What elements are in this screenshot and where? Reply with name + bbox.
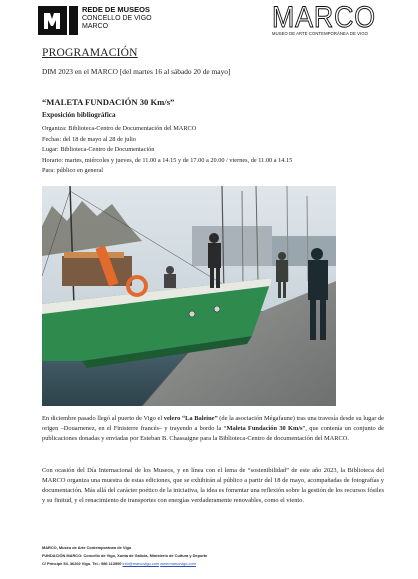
event-details: [42, 124, 292, 177]
page-subtitle: DIM 2023 en el MARCO [del martes 16 al sábado 20 de mayo]: [42, 67, 231, 76]
footer-address: C/ Príncipe 54. 36202 Vigo. Tel.: 986 113900: [42, 561, 123, 566]
event-hours: Horario: martes, miércoles y jueves, de 11.00 a 14.15 y de 17.00 a 20.00 / viernes, de 11.00 a 14.15: [42, 156, 293, 164]
museums-network-line3: MARCO: [82, 23, 109, 30]
footer-line-2: FUNDACIÓN MARCO: Concello de Vigo, Xunta de Galicia, Ministerio de Cultura y Deporte: [42, 553, 208, 558]
footer-website-link[interactable]: www.marcovigo.com: [160, 561, 196, 566]
p1-text-1: En diciembre pasado llegó al puerto de Vigo el: [42, 415, 164, 422]
page-title: PROGRAMACIÓN: [42, 47, 138, 59]
body-paragraph-2: Con ocasión del Día Internacional de los Museos, y en línea con el lema de “sostenibilidad” de este año 2023, la Biblioteca del MARCO organiza una muestra de estas ediciones, que se exhibirán al público a partir del 18 de mayo, acompañadas de fotografías y documentación. Más allá del carácter poético de la iniciativa, la idea es fomentar una reflexión sobre la gestión de los recursos fósiles y su finitud, y el renacimiento de transportes con energías verdaderamente renovables, como el viento.: [42, 467, 384, 504]
event-audience: Para: público en general: [42, 167, 104, 175]
footer-line-1: MARCO, Museo de Arte Contemporánea de Vigo: [42, 545, 132, 550]
event-title: “MALETA FUNDACIÓN 30 Km/s”: [42, 97, 175, 107]
event-subtitle: Exposición bibliográfica: [42, 111, 116, 119]
museums-network-logo: [38, 6, 78, 35]
body-paragraph-1: [42, 414, 384, 444]
sailboat-photo: [42, 186, 336, 406]
event-dates: Fechas: del 18 de mayo al 28 de julio: [42, 135, 137, 143]
svg-text:MARCO: MARCO: [272, 3, 376, 30]
p1-text-3: ”, que contenía un conjunto de publicaciones donadas y enviadas por Esteban B. Chassaigne para la Biblioteca-Centro de documentación del MARCO.: [42, 425, 384, 442]
museums-network-line1: REDE DE MUSEOS: [82, 5, 150, 14]
museums-network-text: [82, 6, 152, 32]
page-header: [0, 0, 418, 44]
p1-suitcase-name: Maleta Fundación 30 Km/s: [226, 425, 303, 432]
footer-line-3: [42, 560, 207, 568]
event-place: Lugar: Biblioteca-Centro de Documentación: [42, 146, 155, 154]
page-footer: [42, 544, 207, 568]
p1-text-2: (de la asociación Mégafaune) tras una travesía desde su lugar de origen –Douarnenez, en el Finisterre francés– y trayendo a bordo la “: [42, 415, 384, 432]
marco-logo-subtitle: MUSEO DE ARTE CONTEMPORÁNEA DE VIGO: [272, 31, 369, 36]
footer-email-link[interactable]: info@marcovigo.com: [122, 561, 160, 566]
museums-network-line2: CONCELLO DE VIGO: [82, 14, 152, 22]
event-organizer: Organiza: Biblioteca-Centro de Documentación del MARCO: [42, 125, 197, 132]
p1-boat-name: velero “La Baleine”: [163, 415, 218, 422]
marco-logo: [272, 3, 376, 30]
